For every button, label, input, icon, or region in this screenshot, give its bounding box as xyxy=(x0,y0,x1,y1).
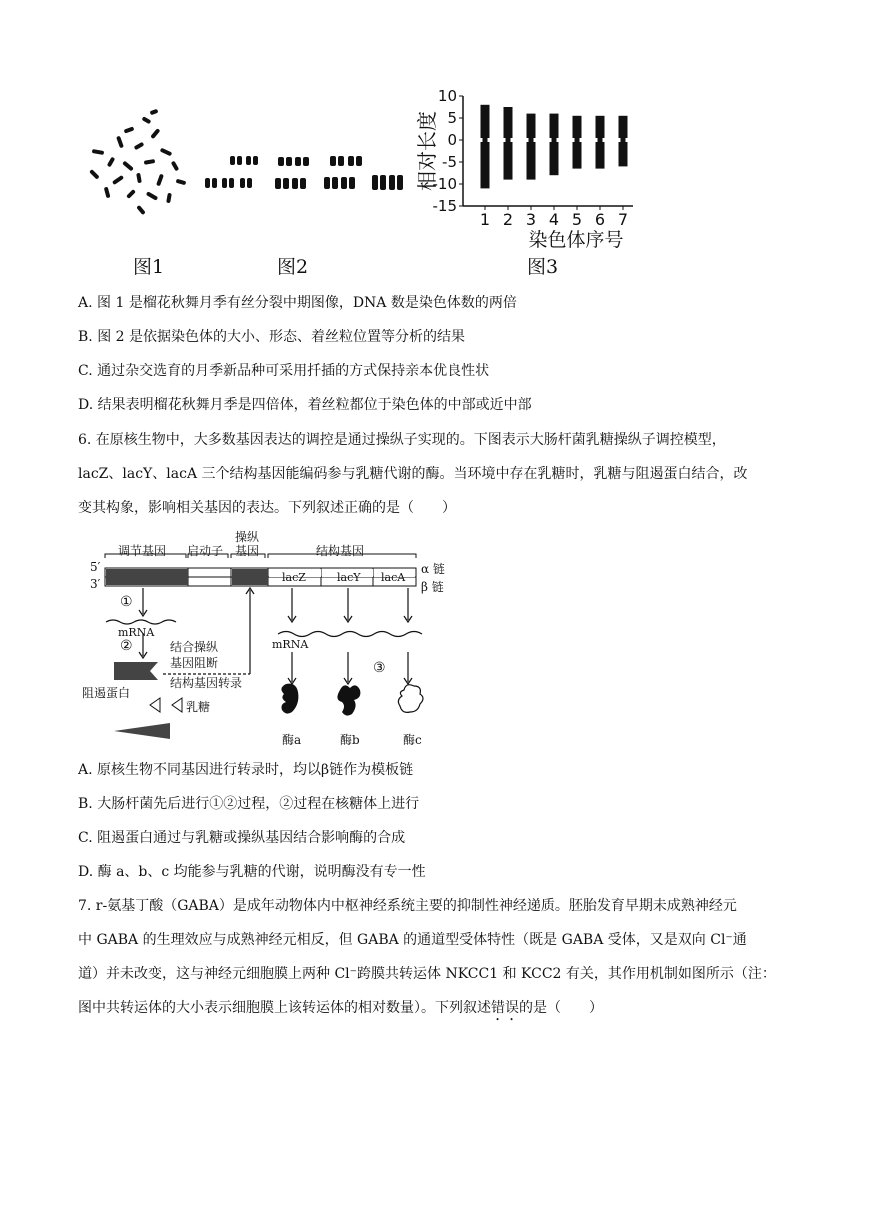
fig3-caption: 图3 xyxy=(527,256,559,278)
chromosome-bar-upper xyxy=(481,105,490,138)
y-tick-label: 10 xyxy=(437,87,457,105)
q7-line3: 道）并未改变，这与神经元细胞膜上两种 Cl⁻跨膜共转运体 NKCC1 和 KCC2 有关，其作用机制如图所示（注： xyxy=(78,966,776,982)
y-axis-label: 相对长度 xyxy=(415,111,439,191)
centromere-mark xyxy=(552,137,557,143)
label-lactose: 乳糖 xyxy=(186,700,211,714)
label-enzyme-b: 酶b xyxy=(340,733,360,747)
label-enzyme-a: 酶a xyxy=(282,733,302,747)
chromosome-bar-lower xyxy=(573,142,582,169)
enzyme-b-shape xyxy=(337,685,360,715)
label-lacZ: lacZ xyxy=(282,571,306,584)
q5-option-b: B. 图 2 是依据染色体的大小、形态、着丝粒位置等分析的结果 xyxy=(78,329,465,345)
x-tick-label: 1 xyxy=(479,210,491,229)
label-5-prime: 5′ xyxy=(90,560,101,574)
q6-stem-line1: 6. 在原核生物中，大多数基因表达的调控是通过操纵子实现的。下图表示大肠杆菌乳糖操纵子调控模型， xyxy=(78,432,726,448)
fig1-caption: 图1 xyxy=(133,256,165,278)
q6-option-a: A. 原核生物不同基因进行转录时，均以β链作为模板链 xyxy=(78,762,414,778)
enzyme-a-shape xyxy=(281,684,298,714)
label-bind-operator-3: 结构基因转录 xyxy=(170,676,243,690)
chromosome-bar-upper xyxy=(550,114,559,138)
q6-stem-line2: lacZ、lacY、lacA 三个结构基因能编码参与乳糖代谢的酶。当环境中存在乳糖时，乳糖与阻遏蛋白结合，改 xyxy=(78,466,748,482)
chromosome-bar-lower xyxy=(550,142,559,175)
chromosome-bar-upper xyxy=(504,107,513,138)
label-3-prime: 3′ xyxy=(90,577,101,591)
y-tick-label: -10 xyxy=(432,175,457,193)
q6-option-c: C. 阻遏蛋白通过与乳糖或操纵基因结合影响酶的合成 xyxy=(78,830,406,846)
centromere-mark xyxy=(529,137,534,143)
enzyme-c-shape xyxy=(398,685,423,713)
q7-line4-emphasis: 错误 xyxy=(491,1000,519,1016)
q6-lac-operon-diagram xyxy=(78,528,478,748)
x-axis-label: 染色体序号 xyxy=(528,229,624,251)
chromosome-bar-lower xyxy=(504,142,513,180)
label-enzyme-c: 酶c xyxy=(403,733,422,747)
chromosome-bar-upper xyxy=(619,116,628,138)
q5-option-d: D. 结果表明榴花秋舞月季是四倍体，着丝粒都位于染色体的中部或近中部 xyxy=(78,397,532,413)
x-tick-label: 2 xyxy=(502,210,514,229)
x-tick-label: 6 xyxy=(594,210,606,229)
label-lacA: lacA xyxy=(381,571,406,584)
q7-line1: 7. r-氨基丁酸（GABA）是成年动物体内中枢神经系统主要的抑制性神经递质。胚胎发育早期未成熟神经元 xyxy=(78,898,737,914)
label-operator-1: 操纵 xyxy=(235,530,260,544)
label-process-3: ③ xyxy=(373,660,386,676)
label-mrna-right: mRNA xyxy=(272,638,309,651)
y-tick-label: 0 xyxy=(447,131,457,149)
label-bind-operator-1: 结合操纵 xyxy=(170,640,219,654)
label-operator-2: 基因 xyxy=(235,544,260,558)
q6-option-d: D. 酶 a、b、c 均能参与乳糖的代谢，说明酶没有专一性 xyxy=(78,864,426,880)
y-tick-label: 5 xyxy=(447,109,457,127)
q5-option-c: C. 通过杂交选育的月季新品种可采用扦插的方式保持亲本优良性状 xyxy=(78,363,490,379)
centromere-mark xyxy=(621,137,626,143)
label-beta-strand: β 链 xyxy=(421,580,444,594)
label-mrna-left: mRNA xyxy=(118,626,155,639)
q6-stem-line3: 变其构象，影响相关基因的表达。下列叙述正确的是（ ） xyxy=(78,500,456,516)
label-bind-operator-2: 基因阻断 xyxy=(170,656,219,670)
label-promoter: 启动子 xyxy=(187,544,224,558)
x-tick-label: 5 xyxy=(571,210,583,229)
label-structural-genes: 结构基因 xyxy=(316,544,365,558)
centromere-mark xyxy=(575,137,580,143)
fig2-karyotype-image xyxy=(200,148,410,198)
q7-line4 xyxy=(78,998,603,1024)
fig1-chromosome-spread-image xyxy=(84,110,194,222)
label-process-2: ② xyxy=(120,638,133,654)
q7-line2: 中 GABA 的生理效应与成熟神经元相反，但 GABA 的通道型受体特性（既是 GABA 受体，又是双向 Cl⁻通 xyxy=(78,932,747,948)
label-lacY: lacY xyxy=(337,571,361,584)
chromosome-bar-lower xyxy=(596,142,605,169)
fig3-chromosome-length-chart xyxy=(415,86,640,252)
x-tick-label: 4 xyxy=(548,210,560,229)
chromosome-bar-upper xyxy=(573,116,582,138)
fig2-caption: 图2 xyxy=(277,256,309,278)
chromosome-bar-lower xyxy=(481,142,490,188)
label-repressor-protein: 阻遏蛋白 xyxy=(82,686,131,700)
x-tick-label: 7 xyxy=(617,210,629,229)
chromosome-bar-lower xyxy=(619,142,628,166)
label-process-1: ① xyxy=(120,594,133,610)
q5-option-a: A. 图 1 是榴花秋舞月季有丝分裂中期图像，DNA 数是染色体数的两倍 xyxy=(78,295,517,311)
q7-line4-main: 图中共转运体的大小表示细胞膜上该转运体的相对数量）。下列叙述 xyxy=(78,1000,491,1016)
y-tick-label: -5 xyxy=(442,153,457,171)
label-regulator-gene: 调节基因 xyxy=(118,544,167,558)
chromosome-bar-upper xyxy=(527,114,536,138)
label-alpha-strand: α 链 xyxy=(421,562,445,576)
centromere-mark xyxy=(483,137,488,143)
chromosome-bar-lower xyxy=(527,142,536,180)
q6-option-b: B. 大肠杆菌先后进行①②过程，②过程在核糖体上进行 xyxy=(78,796,420,812)
q7-line4-end: 的是（ ） xyxy=(519,1000,603,1016)
centromere-mark xyxy=(598,137,603,143)
centromere-mark xyxy=(506,137,511,143)
chromosome-bar-upper xyxy=(596,116,605,138)
x-tick-label: 3 xyxy=(525,210,537,229)
repressor-protein-shape xyxy=(114,662,158,680)
y-tick-label: -15 xyxy=(432,197,457,215)
